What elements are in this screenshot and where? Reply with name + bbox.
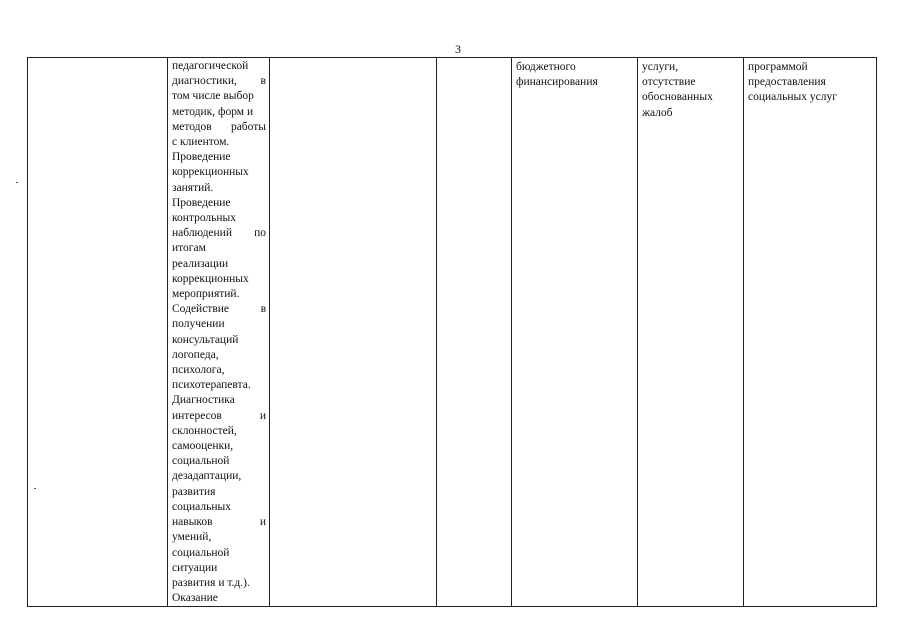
table-cell-col2 xyxy=(168,58,270,607)
funding-text: бюджетного финансирования xyxy=(516,61,598,89)
text-line: социальной xyxy=(172,455,230,468)
text-line: Проведение xyxy=(172,151,231,164)
text-line: ситуации xyxy=(172,561,218,574)
table-cell-col5 xyxy=(512,58,638,607)
text-line: склонностей, xyxy=(172,424,237,437)
text-line: социальной xyxy=(172,546,230,559)
table-row xyxy=(28,58,877,607)
page-number: 3 xyxy=(455,42,461,56)
text-line: умений, xyxy=(172,531,212,544)
text-line: Диагностика xyxy=(172,394,235,407)
text-line: психотерапевта. xyxy=(172,379,251,392)
table-cell-col1 xyxy=(28,58,168,607)
text-line: Содействие в xyxy=(172,303,266,316)
program-text: программой предоставления социальных услуг xyxy=(748,61,837,104)
text-line: итогам xyxy=(172,242,206,255)
text-line: наблюдений по xyxy=(172,227,266,240)
text-line: консультаций xyxy=(172,333,239,346)
text-line: коррекционных xyxy=(172,166,249,179)
text-line: диагностики, в xyxy=(172,75,266,88)
table-cell-col6 xyxy=(638,58,744,607)
scan-speck xyxy=(16,182,18,183)
text-line: методов работы xyxy=(172,120,266,133)
text-line: реализации xyxy=(172,257,229,270)
quality-indicator-text: услуги, отсутствие обоснованных жалоб xyxy=(642,61,713,119)
text-line: самооценки, xyxy=(172,440,234,453)
text-line: дезадаптации, xyxy=(172,470,242,483)
text-line: Оказание xyxy=(172,592,218,605)
text-line: педагогической xyxy=(172,60,249,72)
text-line: мероприятий. xyxy=(172,288,240,301)
text-line: социальных xyxy=(172,500,231,513)
text-line: том числе выбор xyxy=(172,90,254,103)
text-line: логопеда, xyxy=(172,348,219,361)
text-line: получении xyxy=(172,318,225,331)
text-line: психолога, xyxy=(172,364,225,377)
table-cell-col7 xyxy=(744,58,877,607)
scan-speck xyxy=(34,488,36,489)
text-line: развития и т.д.). xyxy=(172,576,250,589)
text-line: контрольных xyxy=(172,212,237,225)
text-line: коррекционных xyxy=(172,272,249,285)
text-line: развития xyxy=(172,485,216,498)
service-description-text xyxy=(168,58,269,606)
text-line: методик, форм и xyxy=(172,105,254,118)
text-line: интересов и xyxy=(172,409,266,422)
text-line: занятий. xyxy=(172,181,214,194)
text-line: с клиентом. xyxy=(172,136,230,149)
text-line: Проведение xyxy=(172,196,231,209)
table-cell-col3 xyxy=(270,58,437,607)
table-cell-col4 xyxy=(437,58,512,607)
services-table xyxy=(27,57,877,607)
text-line: навыков и xyxy=(172,516,266,529)
